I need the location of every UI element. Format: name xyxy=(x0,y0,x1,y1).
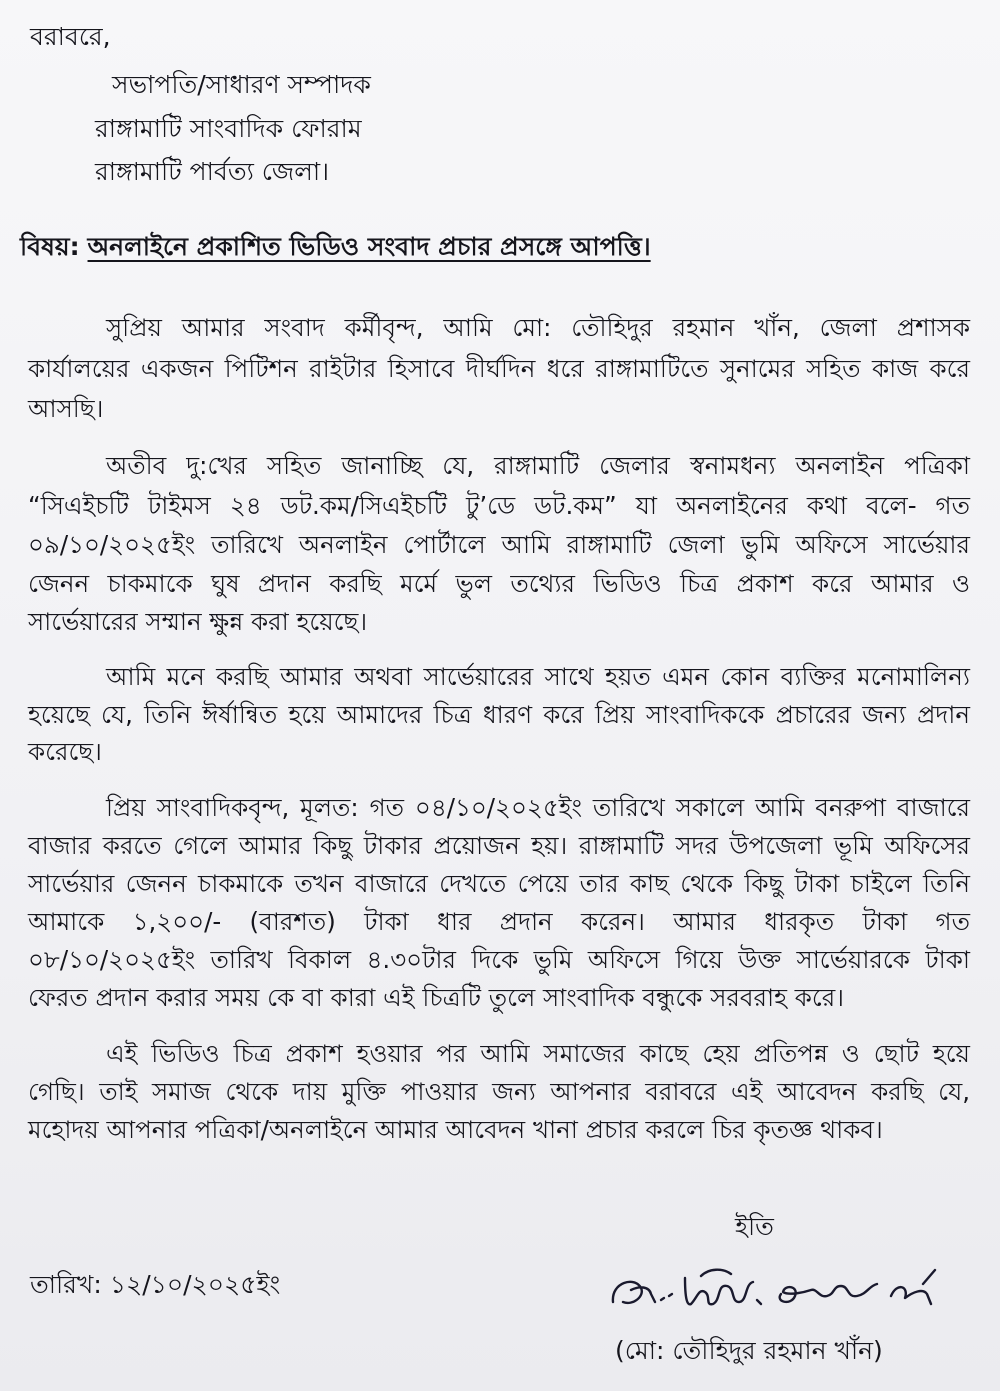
subject-text: অনলাইনে প্রকাশিত ভিডিও সংবাদ প্রচার প্রসঙ্গে আপত্তি। xyxy=(87,232,651,261)
date-label: তারিখ: xyxy=(30,1270,102,1299)
date-line xyxy=(30,1270,280,1300)
paragraph-line: কার্যালয়ের একজন পিটিশন রাইটার হিসাবে দীর্ঘদিন ধরে রাঙ্গামাটিতে সুনামের সহিত কাজ করে xyxy=(28,354,970,383)
paragraph-line: অতীব দু:খের সহিত জানাচ্ছি যে, রাঙ্গামাটি জেলার স্বনামধন্য অনলাইন পত্রিকা xyxy=(106,451,970,480)
subject-line xyxy=(20,232,651,262)
signer-name: (মো: তৌহিদুর রহমান খাঁন) xyxy=(615,1336,883,1365)
paragraph-line: আমাকে ১,২০০/- (বারশত) টাকা ধার প্রদান করেন। আমার ধারকৃত টাকা গত xyxy=(28,907,970,936)
paragraph-line: এই ভিডিও চিত্র প্রকাশ হওয়ার পর আমি সমাজের কাছে হেয় প্রতিপন্ন ও ছোট হয়ে xyxy=(106,1039,970,1068)
paragraph-line: গেছি। তাই সমাজ থেকে দায় মুক্তি পাওয়ার জন্য আপনার বরাবরে এই আবেদন করছি যে, xyxy=(28,1077,970,1106)
paragraph-line: জেনন চাকমাকে ঘুষ প্রদান করছি মর্মে ভুল তথ্যের ভিডিও চিত্র প্রকাশ করে আমার ও xyxy=(28,569,970,598)
subject-label: বিষয়: xyxy=(20,232,80,261)
paragraph-line: ০৯/১০/২০২৫ইং তারিখে অনলাইন পোর্টালে আমি রাঙ্গামাটি জেলা ভুমি অফিসে সার্ভেয়ার xyxy=(28,530,970,559)
paragraph-line: বাজার করতে গেলে আমার কিছু টাকার প্রয়োজন হয়। রাঙ্গামাটি সদর উপজেলা ভূমি অফিসের xyxy=(28,831,970,860)
paragraph-line: করেছে। xyxy=(28,737,102,766)
paragraph-line: ০৮/১০/২০২৫ইং তারিখ বিকাল ৪.৩০টার দিকে ভুমি অফিসে গিয়ে উক্ত সার্ভেয়ারকে টাকা xyxy=(28,945,970,974)
paragraph-line: ফেরত প্রদান করার সময় কে বা কারা এই চিত্রটি তুলে সাংবাদিক বন্ধুকে সরবরাহ করে। xyxy=(28,983,844,1012)
recipient-line: সভাপতি/সাধারণ সম্পাদক xyxy=(112,70,371,99)
recipient-line: রাঙ্গামাটি পার্বত্য জেলা। xyxy=(95,157,330,186)
paragraph-line: সার্ভেয়ারের সম্মান ক্ষুন্ন করা হয়েছে। xyxy=(28,607,368,636)
paragraph-line: সার্ভেয়ার জেনন চাকমাকে তখন বাজারে দেখতে পেয়ে তার কাছ থেকে কিছু টাকা চাইলে তিনি xyxy=(28,869,970,898)
paragraph-line: আমি মনে করছি আমার অথবা সার্ভেয়ারের সাথে হয়ত এমন কোন ব্যক্তির মনোমালিন্য xyxy=(106,662,970,691)
signature-image xyxy=(605,1262,965,1322)
closing: ইতি xyxy=(735,1212,774,1241)
date-value: ১২/১০/২০২৫ইং xyxy=(109,1270,281,1299)
paragraph-line: সুপ্রিয় আমার সংবাদ কর্মীবৃন্দ, আমি মো: তৌহিদুর রহমান খাঁন, জেলা প্রশাসক xyxy=(106,313,970,342)
paragraph-line: প্রিয় সাংবাদিকবৃন্দ, মূলত: গত ০৪/১০/২০২৫ইং তারিখে সকালে আমি বনরুপা বাজারে xyxy=(106,793,970,822)
paragraph-line: হয়েছে যে, তিনি ঈর্ষান্বিত হয়ে আমাদের চিত্র ধারণ করে প্রিয় সাংবাদিককে প্রচারের জন্য প্রদান xyxy=(28,700,970,729)
paragraph-line: “সিএইচটি টাইমস ২৪ ডট.কম/সিএইচটি টু’ডে ডট.কম” যা অনলাইনের কথা বলে- গত xyxy=(28,491,970,520)
paragraph-line: আসছি। xyxy=(28,394,104,423)
recipient-line: রাঙ্গামাটি সাংবাদিক ফোরাম xyxy=(95,114,362,143)
paragraph-line: মহোদয় আপনার পত্রিকা/অনলাইনে আমার আবেদন খানা প্রচার করলে চির কৃতজ্ঞ থাকব। xyxy=(28,1115,883,1144)
salutation: বরাবরে, xyxy=(30,22,111,51)
